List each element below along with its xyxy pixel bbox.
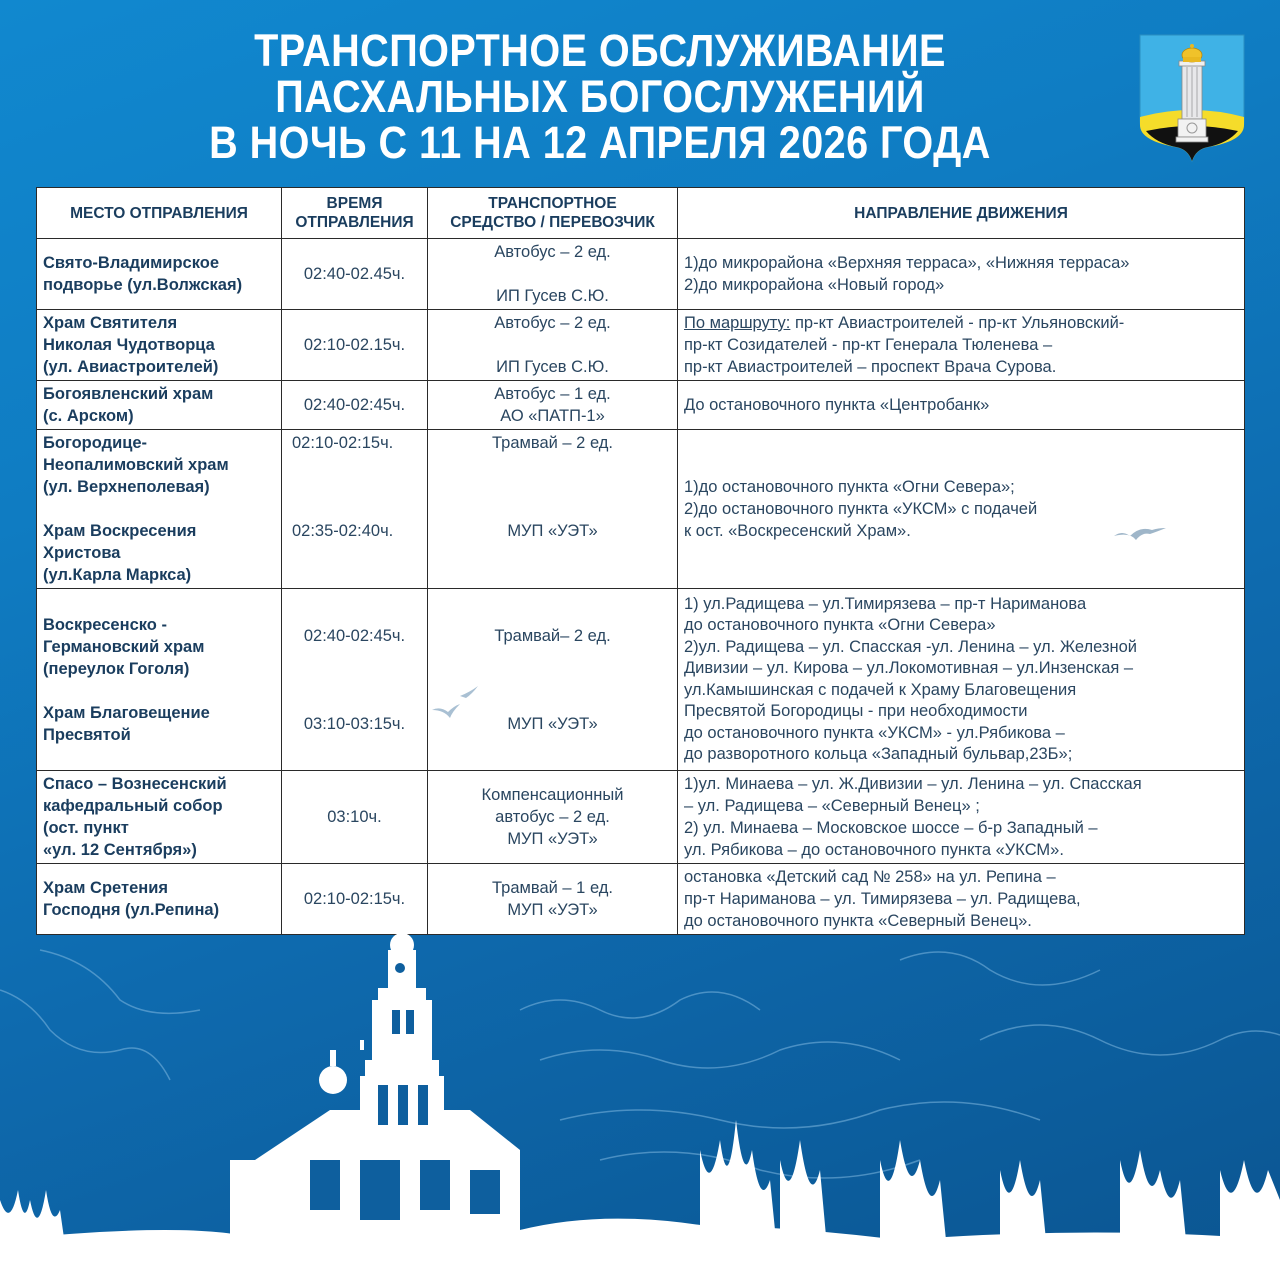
column-header-time: ВРЕМЯ ОТПРАВЛЕНИЯ <box>282 188 428 239</box>
column-header-route: НАПРАВЛЕНИЕ ДВИЖЕНИЯ <box>678 188 1245 239</box>
departure-time: 03:10ч. <box>282 771 428 864</box>
title-line-2: ПАСХАЛЬНЫХ БОГОСЛУЖЕНИЙ <box>275 71 925 122</box>
title-line-1: ТРАНСПОРТНОЕ ОБСЛУЖИВАНИЕ <box>254 25 946 76</box>
vehicle-carrier: Автобус – 1 ед. АО «ПАТП-1» <box>428 381 678 430</box>
table-row <box>37 381 1245 430</box>
departure-time: 02:40-02.45ч. <box>282 239 428 310</box>
page-title <box>186 25 1013 168</box>
route-direction: остановка «Детский сад № 258» на ул. Репина – пр-т Нариманова – ул. Тимирязева – ул. Радищева, до остановочного пункта «Северный Венец». <box>678 864 1245 935</box>
table-header-row <box>37 188 1245 239</box>
route-direction: До остановочного пункта «Центробанк» <box>678 381 1245 430</box>
table-row <box>37 310 1245 381</box>
departure-time: 02:40-02:45ч. 03:10-03:15ч. <box>282 589 428 771</box>
vehicle-carrier: Автобус – 2 ед. ИП Гусев С.Ю. <box>428 310 678 381</box>
coat-of-arms-icon <box>1138 33 1246 163</box>
route-prefix: По маршруту: <box>684 314 791 332</box>
seagull-icon <box>1112 524 1168 546</box>
title-line-3: В НОЧЬ С 11 НА 12 АПРЕЛЯ 2026 ГОДА <box>209 117 991 168</box>
departure-time: 02:10-02.15ч. <box>282 310 428 381</box>
route-direction: 1)ул. Минаева – ул. Ж.Дивизии – ул. Ленина – ул. Спасская – ул. Радищева – «Северный Венец» ; 2) ул. Минаева – Московское шоссе – б-р Западный – ул. Рябикова – до остановочного пункта «УКСМ». <box>678 771 1245 864</box>
vehicle-carrier: Автобус – 2 ед. ИП Гусев С.Ю. <box>428 239 678 310</box>
departure-place: Спасо – Вознесенский кафедральный собор (ост. пункт «ул. 12 Сентября») <box>37 771 282 864</box>
departure-place: Богородице- Неопалимовский храм (ул. Верхнеполевая) Храм Воскресения Христова (ул.Карла Маркса) <box>37 430 282 589</box>
departure-place: Храм Сретения Господня (ул.Репина) <box>37 864 282 935</box>
departure-time: 02:40-02:45ч. <box>282 381 428 430</box>
route-direction: 1)до микрорайона «Верхняя терраса», «Нижняя терраса» 2)до микрорайона «Новый город» <box>678 239 1245 310</box>
departure-place: Воскресенско - Германовский храм (переулок Гоголя) Храм Благовещение Пресвятой <box>37 589 282 771</box>
seagulls-icon <box>430 684 500 724</box>
table-row <box>37 430 1245 589</box>
departure-time: 02:10-02:15ч. 02:35-02:40ч. <box>282 430 428 589</box>
table-row <box>37 239 1245 310</box>
grass-icon <box>0 1120 1280 1280</box>
departure-place: Храм Святителя Николая Чудотворца (ул. Авиастроителей) <box>37 310 282 381</box>
departure-time: 02:10-02:15ч. <box>282 864 428 935</box>
column-header-vehicle: ТРАНСПОРТНОЕ СРЕДСТВО / ПЕРЕВОЗЧИК <box>428 188 678 239</box>
vehicle-carrier: Трамвай – 1 ед. МУП «УЭТ» <box>428 864 678 935</box>
route-direction: По маршруту: пр-кт Авиастроителей - пр-кт Ульяновский- пр-кт Созидателей - пр-кт Генерала Тюленева – пр-кт Авиастроителей – проспект Врача Сурова. <box>678 310 1245 381</box>
route-direction: 1) ул.Радищева – ул.Тимирязева – пр-т Нариманова до остановочного пункта «Огни Севера» 2)ул. Радищева – ул. Спасская -ул. Ленина – ул. Железной Дивизии – ул. Кирова – ул.Локомотивная – ул.Инзенская – ул.Камышинская с подачей к Храму Благовещения Пресвятой Богородицы - при необходимости до остановочного пункта «УКСМ» - ул.Рябикова – до разворотного кольца «Западный бульвар,23Б»; <box>678 589 1245 771</box>
cathedral-illustration <box>0 910 1280 1280</box>
vehicle-carrier: Компенсационный автобус – 2 ед. МУП «УЭТ» <box>428 771 678 864</box>
vehicle-carrier: Трамвай– 2 ед. МУП «УЭТ» <box>428 589 678 771</box>
route-direction: 1)до остановочного пункта «Огни Севера»; 2)до остановочного пункта «УКСМ» с подачей к ост. «Воскресенский Храм». <box>678 430 1245 589</box>
schedule-table <box>36 187 1245 935</box>
vehicle-carrier: Трамвай – 2 ед. МУП «УЭТ» <box>428 430 678 589</box>
column-header-place: МЕСТО ОТПРАВЛЕНИЯ <box>37 188 282 239</box>
departure-place: Свято-Владимирское подворье (ул.Волжская) <box>37 239 282 310</box>
departure-place: Богоявленский храм (с. Арском) <box>37 381 282 430</box>
table-row <box>37 771 1245 864</box>
table-row <box>37 589 1245 771</box>
clouds-icon <box>0 950 1280 1178</box>
